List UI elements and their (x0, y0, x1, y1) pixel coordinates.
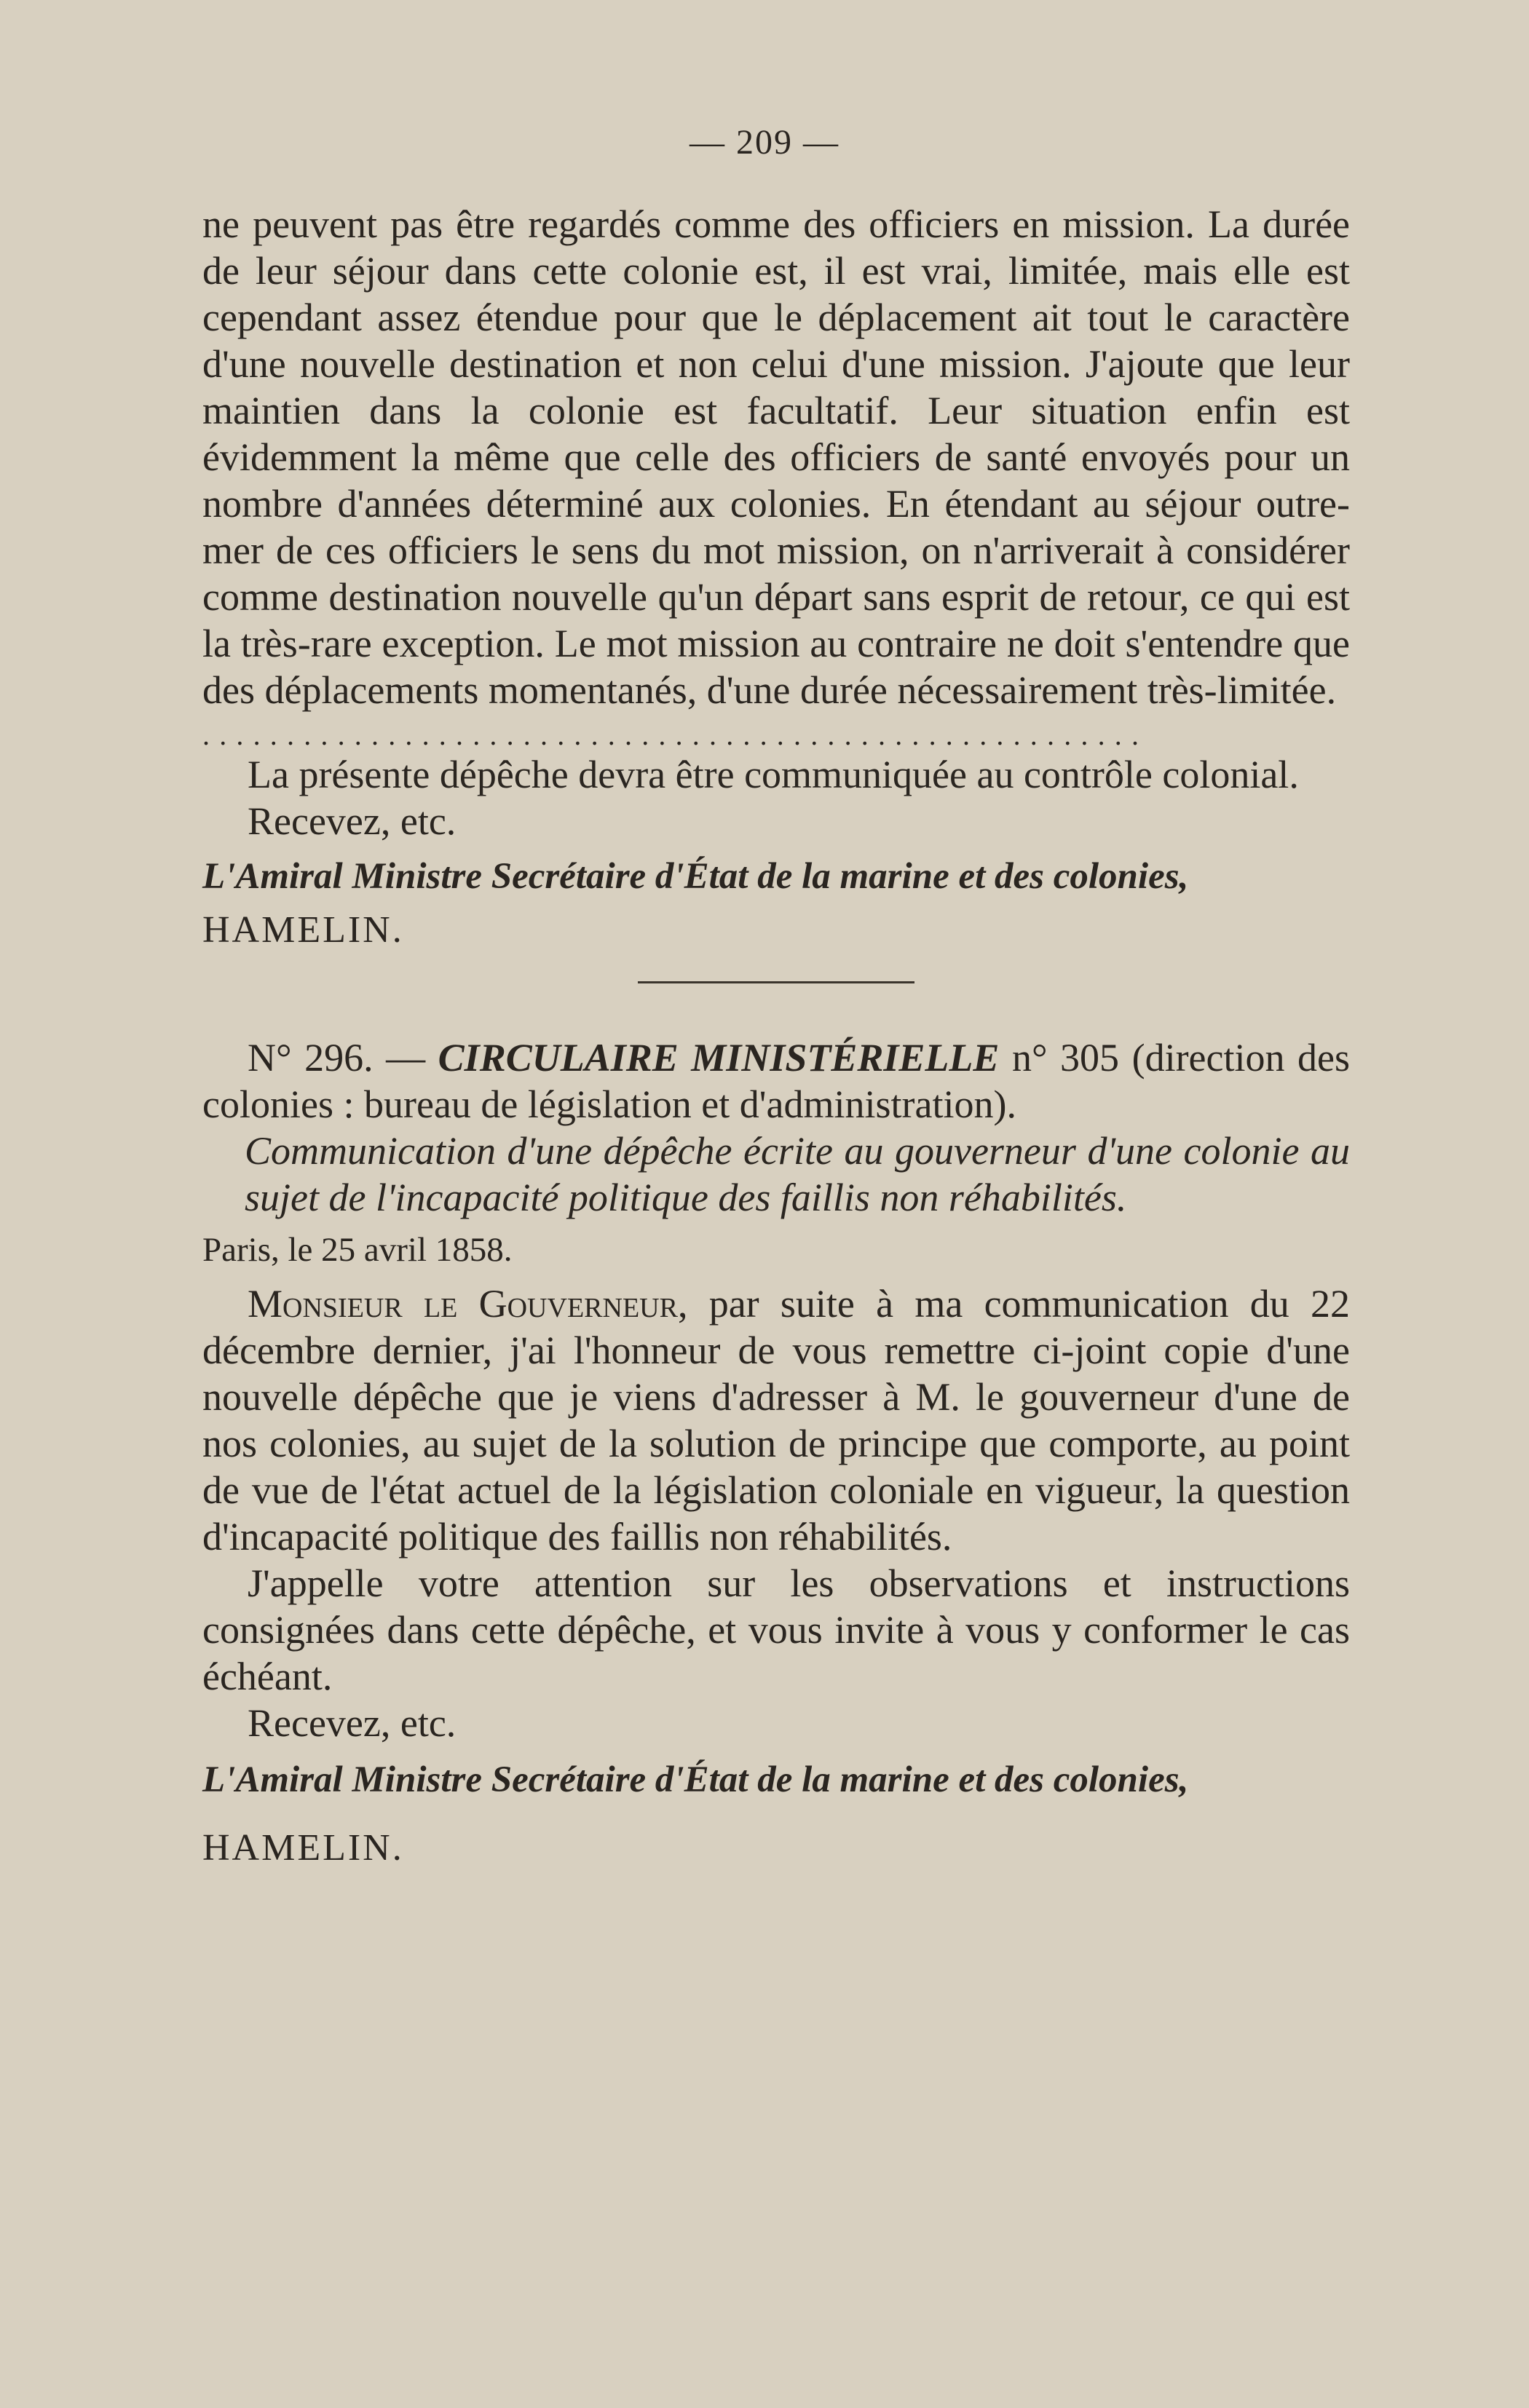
circular-title: CIRCULAIRE MINISTÉRIELLE (438, 1036, 1000, 1080)
dateline: Paris, le 25 avril 1858. (202, 1231, 513, 1269)
signature-name: HAMELIN. (202, 909, 404, 951)
signature-name-2: HAMELIN. (202, 1827, 404, 1869)
closing-formula-2: Recevez, etc. (248, 1701, 457, 1745)
paragraph-continuation: ne peuvent pas être regardés comme des officiers en mission. La durée de leur séjour dans cette colonie est, il est vrai, limitée, mais elle est cependant assez étendue pour que le déplacement ait tout le caractère d'une nouvelle destination et non celui d'une mission. J'ajoute que leur maintien dans la colonie est facultatif. Leur situation enfin est évidemment la même que celle des officiers de santé envoyés pour un nombre d'années déterminé aux colonies. En étendant au séjour outre-mer de ces officiers le sens du mot mission, on n'arriverait à considérer comme destination nouvelle qu'un départ sans esprit de retour, ce qui est la très-rare exception. Le mot mission au contraire ne doit s'entendre que des déplacements momentanés, d'une durée nécessairement très-limitée. (202, 202, 1350, 712)
text-column (202, 201, 1350, 1872)
circular-direction: n° 305 (direction des colonies : bureau de législation et d'administration). (202, 1036, 1350, 1126)
paragraph-main (202, 1280, 1350, 1560)
paragraph-attention: J'appelle votre attention sur les observations et instructions consignées dans cette dépêche, et vous invite à vous y conformer le cas échéant. (202, 1561, 1350, 1698)
ellipsis-dots: ........................................................ (202, 722, 1149, 748)
circular-subject: Communication d'une dépêche écrite au gouverneur d'une colonie au sujet de l'incapacité politique des faillis non réhabilités. (245, 1129, 1350, 1219)
closing-formula: Recevez, etc. (248, 799, 457, 843)
salutation: Monsieur le Gouverneur (248, 1282, 678, 1326)
paragraph-main-text: , par suite à ma communication du 22 décembre dernier, j'ai l'honneur de vous remettre ci-joint copie d'une nouvelle dépêche que je viens d'adresser à M. le gouverneur d'une de nos colonies, au sujet de la solution de principe que comporte, au point de vue de l'état actuel de la législation coloniale en vigueur, la question d'incapacité politique des faillis non réhabilités. (202, 1282, 1351, 1559)
signature-title-2: L'Amiral Ministre Secrétaire d'État de la marine et des colonies, (202, 1759, 1189, 1800)
section-divider (638, 981, 914, 983)
page-number: — 209 — (690, 123, 839, 162)
circular-number: N° 296. — (248, 1036, 438, 1080)
signature-title: L'Amiral Ministre Secrétaire d'État de la marine et des colonies, (202, 856, 1189, 897)
circular-heading (202, 1034, 1350, 1128)
paragraph-communication: La présente dépêche devra être communiquée au contrôle colonial. (248, 753, 1299, 796)
